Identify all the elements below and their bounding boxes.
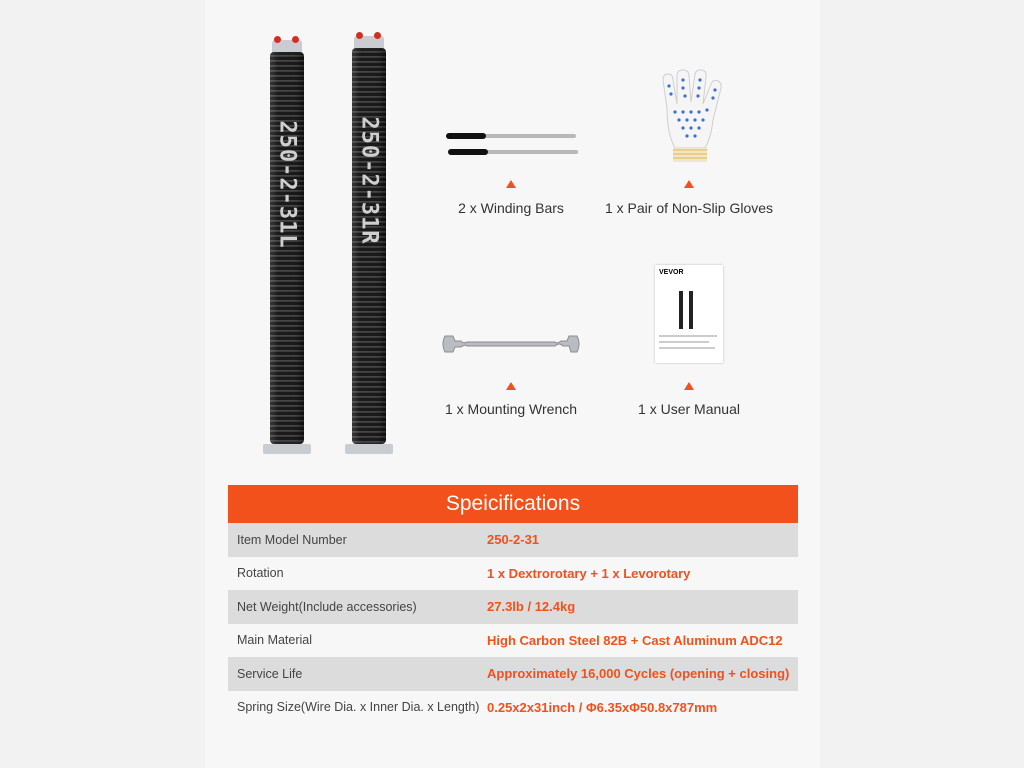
spec-title: Speicifications [228, 485, 798, 523]
triangle-marker-icon [506, 382, 516, 390]
spring-label: 250-2-31L [274, 120, 300, 249]
spec-key: Service Life [237, 666, 303, 681]
bolt-icon [274, 36, 281, 43]
bolt-icon [374, 32, 381, 39]
stationary-cone [263, 444, 311, 454]
spec-key: Main Material [237, 633, 313, 648]
gloves-icon [655, 68, 727, 166]
accessory-caption: 1 x Pair of Non-Slip Gloves [604, 200, 774, 216]
table-row [228, 590, 798, 624]
spec-value: 1 x Dextrorotary + 1 x Levorotary [487, 565, 691, 581]
spec-key: Spring Size(Wire Dia. x Inner Dia. x Length) [237, 700, 480, 715]
table-row [228, 691, 798, 725]
accessory-caption: 1 x User Manual [638, 401, 740, 417]
spec-value: 27.3lb / 12.4kg [487, 599, 576, 615]
manual-brand: VEVOR [659, 269, 684, 276]
spring-label: 250-2-31R [356, 116, 382, 245]
table-row [228, 523, 798, 557]
stationary-cone [345, 444, 393, 454]
wrench-icon [441, 330, 581, 358]
spec-value: High Carbon Steel 82B + Cast Aluminum ADC12 [487, 632, 783, 648]
table-row [228, 657, 798, 691]
triangle-marker-icon [506, 180, 516, 188]
spec-value: 250-2-31 [487, 532, 540, 548]
spec-table [228, 485, 798, 724]
table-row [228, 557, 798, 591]
table-row [228, 624, 798, 658]
torsion-spring-left [270, 52, 304, 444]
torsion-spring-right [352, 48, 386, 444]
spec-key: Net Weight(Include accessories) [237, 599, 417, 614]
spec-key: Item Model Number [237, 532, 347, 547]
spec-value: Approximately 16,000 Cycles (opening + closing) [487, 666, 790, 682]
accessory-caption: 2 x Winding Bars [458, 200, 564, 216]
bolt-icon [292, 36, 299, 43]
triangle-marker-icon [684, 382, 694, 390]
triangle-marker-icon [684, 180, 694, 188]
manual-icon [655, 265, 723, 363]
spec-value: 0.25x2x31inch / Φ6.35xΦ50.8x787mm [487, 699, 718, 715]
bolt-icon [356, 32, 363, 39]
accessory-caption: 1 x Mounting Wrench [444, 401, 578, 417]
spec-key: Rotation [237, 566, 284, 581]
